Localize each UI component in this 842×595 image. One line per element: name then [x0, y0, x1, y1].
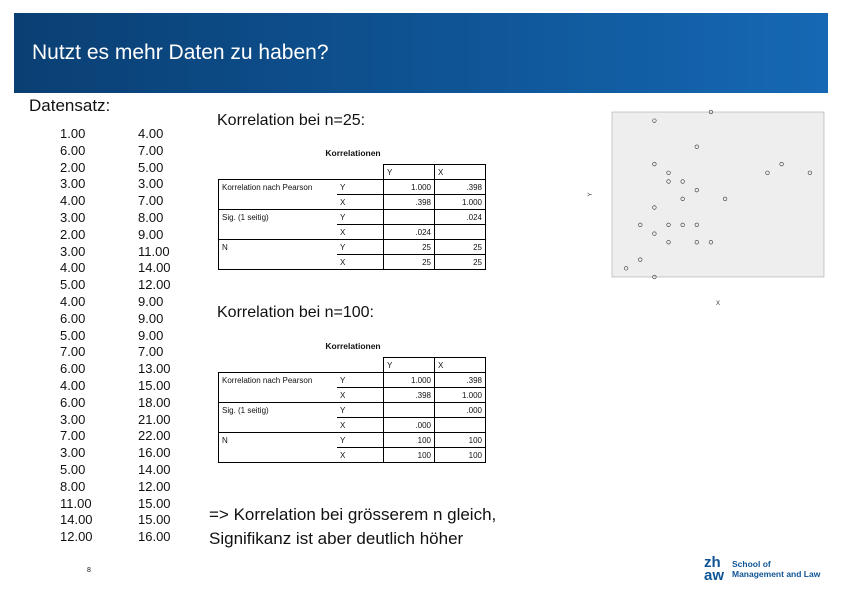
- dataset-value: 12.00: [138, 478, 171, 494]
- dataset-value: 6.00: [60, 142, 86, 158]
- dataset-value: 3.00: [60, 445, 86, 461]
- dataset-value: 5.00: [60, 327, 86, 343]
- corr-col-y: Y: [384, 165, 435, 180]
- plot-area: [612, 112, 824, 277]
- corr-cell-y: 100: [384, 433, 435, 448]
- dataset-value: 11.00: [60, 495, 92, 511]
- dataset-value: 3.00: [138, 176, 164, 192]
- corr-row-var: Y: [337, 180, 384, 195]
- dataset-value: 5.00: [60, 461, 86, 477]
- dataset-value: 1.00: [60, 126, 86, 141]
- corr-col-y: Y: [384, 358, 435, 373]
- dataset-value: 4.00: [138, 126, 164, 141]
- corr-cell-y: 25: [384, 240, 435, 255]
- dataset-value: 4.00: [60, 293, 86, 309]
- corr25-caption: Korrelationen: [325, 148, 381, 158]
- corr-row-label: Korrelation nach Pearson: [219, 180, 338, 195]
- corr-row-var: X: [337, 388, 384, 403]
- corr-row: [219, 433, 486, 448]
- corr-row-label: [219, 195, 338, 210]
- conclusion-note: [209, 503, 496, 551]
- corr-row: [219, 448, 486, 463]
- corr100-table-box: [218, 339, 488, 463]
- dataset-value: 15.00: [138, 512, 171, 528]
- title-bar: [14, 13, 828, 93]
- dataset-value: 12.00: [60, 529, 93, 545]
- dataset-value: 9.00: [138, 226, 164, 242]
- corr-row-var: Y: [337, 373, 384, 388]
- corr-row-var: X: [337, 255, 384, 270]
- dataset-value: 15.00: [138, 495, 171, 511]
- y-axis-label: Y: [588, 192, 594, 197]
- corr-row-var: Y: [337, 403, 384, 418]
- corr-row: [219, 418, 486, 433]
- dataset-value: 6.00: [60, 361, 86, 377]
- dataset-label: Datensatz:: [29, 96, 111, 115]
- corr-row: [219, 255, 486, 270]
- dataset-value: 4.00: [60, 260, 86, 276]
- dataset-value: 6.00: [60, 310, 86, 326]
- corr-cell-x: .398: [435, 180, 486, 195]
- corr-row: [219, 388, 486, 403]
- dataset-value: 11.00: [138, 243, 170, 259]
- dataset-value: 7.00: [138, 142, 164, 158]
- dataset-column-a: [60, 126, 93, 546]
- dataset-value: 5.00: [138, 159, 164, 175]
- corr-cell-y: [384, 403, 435, 418]
- corr-cell-y: [384, 210, 435, 225]
- corr-cell-y: 100: [384, 448, 435, 463]
- corr-head-blank: [337, 165, 384, 180]
- corr25-table-box: [218, 146, 488, 270]
- dataset-value: 9.00: [138, 293, 164, 309]
- dataset-value: 22.00: [138, 428, 171, 444]
- dataset-value: 14.00: [60, 512, 93, 528]
- corr-cell-x: .024: [435, 210, 486, 225]
- corr-cell-x: [435, 225, 486, 240]
- slide-title: Nutzt es mehr Daten zu haben?: [32, 41, 329, 64]
- corr-row-label: [219, 225, 338, 240]
- dataset-value: 3.00: [60, 243, 86, 259]
- dataset-value: 21.00: [138, 411, 171, 427]
- corr-cell-x: 1.000: [435, 195, 486, 210]
- dataset-value: 6.00: [60, 394, 86, 410]
- corr-row: [219, 373, 486, 388]
- corr-head-blank: [219, 165, 338, 180]
- dataset-value: 16.00: [138, 529, 171, 545]
- corr-cell-x: 25: [435, 255, 486, 270]
- dataset-value: 14.00: [138, 260, 171, 276]
- dataset-value: 15.00: [138, 377, 171, 393]
- dataset-value: 4.00: [60, 377, 86, 393]
- dataset-value: 7.00: [138, 193, 164, 209]
- dataset-value: 9.00: [138, 327, 164, 343]
- corr-row-var: X: [337, 225, 384, 240]
- corr-row-label: [219, 388, 338, 403]
- corr-cell-y: .024: [384, 225, 435, 240]
- corr100-caption: Korrelationen: [325, 341, 381, 351]
- dataset-value: 8.00: [138, 209, 164, 225]
- dataset-value: 3.00: [60, 176, 86, 192]
- dataset-value: 3.00: [60, 209, 86, 225]
- logo-mark: zh aw: [704, 554, 725, 584]
- corr-cell-x: 100: [435, 433, 486, 448]
- conclusion-line-1: => Korrelation bei grösserem n gleich,: [209, 505, 497, 524]
- corr-cell-y: 1.000: [384, 180, 435, 195]
- corr-row-label: [219, 448, 338, 463]
- corr-row-label: [219, 255, 338, 270]
- corr-cell-y: 25: [384, 255, 435, 270]
- dataset-value: 3.00: [60, 411, 86, 427]
- corr-head-blank: [219, 358, 338, 373]
- dataset-value: 9.00: [138, 310, 164, 326]
- dataset-value: 18.00: [138, 394, 171, 410]
- corr-row: [219, 240, 486, 255]
- logo-text: School of Management and Law: [732, 559, 821, 579]
- corr-cell-x: .398: [435, 373, 486, 388]
- zhaw-logo: [704, 556, 834, 586]
- dataset-value: 8.00: [60, 478, 86, 494]
- corr-cell-y: .398: [384, 388, 435, 403]
- dataset-value: 4.00: [60, 193, 86, 209]
- corr-row-var: X: [337, 195, 384, 210]
- dataset-value: 2.00: [60, 226, 86, 242]
- corr25-table: [218, 164, 486, 270]
- dataset-value: 7.00: [60, 344, 86, 360]
- dataset-value: 12.00: [138, 277, 171, 293]
- corr-col-x: X: [435, 358, 486, 373]
- corr-row: [219, 210, 486, 225]
- corr-row-label: Sig. (1 seitig): [219, 210, 338, 225]
- corr-row-label: N: [219, 433, 338, 448]
- corr-row-label: N: [219, 240, 338, 255]
- corr-cell-x: .000: [435, 403, 486, 418]
- corr-cell-y: 1.000: [384, 373, 435, 388]
- corr-row: [219, 403, 486, 418]
- corr-row-label: Korrelation nach Pearson: [219, 373, 338, 388]
- corr-cell-y: .398: [384, 195, 435, 210]
- corr-cell-x: [435, 418, 486, 433]
- corr-row-var: Y: [337, 240, 384, 255]
- dataset-value: 7.00: [60, 428, 86, 444]
- corr-head-blank: [337, 358, 384, 373]
- dataset-value: 2.00: [60, 159, 86, 175]
- corr-row: [219, 225, 486, 240]
- corr-cell-y: .000: [384, 418, 435, 433]
- x-axis-label: X: [715, 301, 721, 306]
- corr-cell-x: 1.000: [435, 388, 486, 403]
- corr-row: [219, 195, 486, 210]
- dataset-value: 7.00: [138, 344, 164, 360]
- corr-row-var: Y: [337, 433, 384, 448]
- corr-row-var: X: [337, 418, 384, 433]
- corr-col-x: X: [435, 165, 486, 180]
- corr-row-label: Sig. (1 seitig): [219, 403, 338, 418]
- dataset-value: 5.00: [60, 277, 86, 293]
- scatter-plot: [582, 106, 832, 306]
- corr100-title: Korrelation bei n=100:: [217, 304, 374, 321]
- dataset-value: 16.00: [138, 445, 171, 461]
- corr-row-var: X: [337, 448, 384, 463]
- dataset-value: 13.00: [138, 361, 171, 377]
- corr-row-label: [219, 418, 338, 433]
- conclusion-line-2: Signifikanz ist aber deutlich höher: [209, 529, 464, 548]
- dataset-column-b: [138, 126, 171, 546]
- corr-cell-x: 100: [435, 448, 486, 463]
- corr-row: [219, 180, 486, 195]
- corr100-table: [218, 357, 486, 463]
- corr-cell-x: 25: [435, 240, 486, 255]
- page-number: 8: [87, 567, 91, 574]
- corr-row-var: Y: [337, 210, 384, 225]
- corr25-title: Korrelation bei n=25:: [217, 112, 366, 129]
- dataset-value: 14.00: [138, 461, 171, 477]
